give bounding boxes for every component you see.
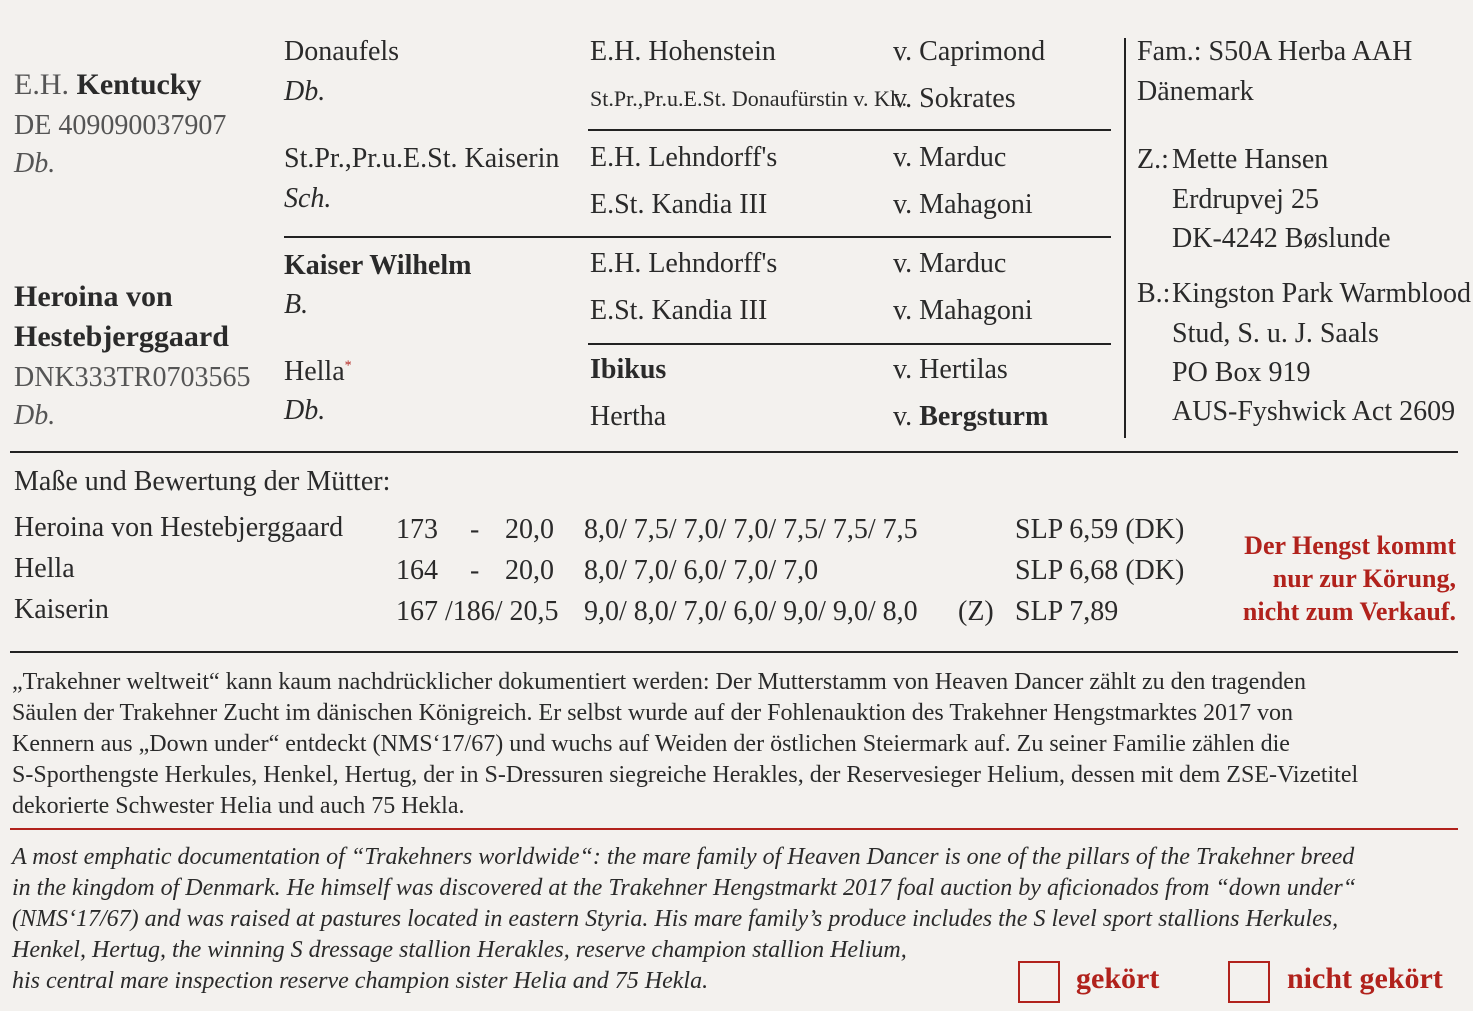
text-line: (NMS‘17/67) and was raised at pastures located in eastern Styria. His mare family’s produce includes the S level sport stallions Herkules,	[12, 906, 1339, 932]
owner-line: Stud, S. u. J. Saals	[1172, 318, 1379, 349]
grandparent-name	[284, 356, 352, 388]
ancestor-name: E.H. Hohenstein	[590, 36, 776, 67]
owner-label: B.:	[1137, 278, 1171, 309]
sales-notice-line: nur zur Körung,	[1272, 564, 1456, 593]
nicht-gekoert-checkbox[interactable]	[1228, 961, 1270, 1003]
breeder-line: Erdrupvej 25	[1172, 184, 1319, 215]
ancestor-sire: v. Mahagoni	[893, 189, 1033, 220]
text-line: „Trakehner weltweit“ kann kaum nachdrücklicher dokumentiert werden: Der Mutterstamm von Heaven Dancer zählt zu den tragenden	[12, 669, 1306, 695]
ancestor-sire	[893, 401, 1048, 433]
measure-sep: -	[470, 555, 480, 586]
family-line: Fam.: S50A Herba AAH	[1137, 36, 1413, 67]
grandparent-name: Kaiser Wilhelm	[284, 250, 472, 281]
text-line: S-Sporthengste Herkules, Henkel, Hertug, der in S-Dressuren siegreiche Herakles, der Reservesieger Helium, dessen mit dem ZSE-Vizetitel	[12, 762, 1359, 788]
text-line: Henkel, Hertug, the winning S dressage stallion Herakles, reserve champion stallion Helium,	[12, 937, 907, 963]
ancestor-sire: v. Hertilas	[893, 354, 1008, 385]
ancestor-sire: v. Mahagoni	[893, 295, 1033, 326]
sales-notice-line: nicht zum Verkauf.	[1242, 597, 1456, 626]
red-mark: *	[344, 358, 352, 374]
owner-line: AUS-Fyshwick Act 2609	[1172, 396, 1456, 427]
stallion-name	[14, 68, 202, 102]
ancestor-sire-prefix: v.	[893, 401, 913, 432]
ancestor-name: Ibikus	[590, 354, 667, 385]
measure-slp: SLP 7,89	[1015, 596, 1119, 627]
grandparent-color: Sch.	[284, 183, 332, 214]
stallion-reg: DE 409090037907	[14, 110, 227, 141]
text-line: his central mare inspection reserve champion sister Helia and 75 Hekla.	[12, 968, 709, 994]
measure-slp: SLP 6,59 (DK)	[1015, 514, 1185, 545]
text-line: dekorierte Schwester Helia und auch 75 Hekla.	[12, 793, 465, 819]
dam-reg: DNK333TR0703565	[14, 362, 251, 393]
section-rule	[10, 651, 1458, 653]
ancestor-name: E.St. Kandia III	[590, 295, 768, 326]
ancestor-name: E.St. Kandia III	[590, 189, 768, 220]
stallion-color: Db.	[14, 148, 56, 179]
ancestor-sire: v. Sokrates	[893, 83, 1016, 114]
country: Dänemark	[1137, 76, 1254, 107]
mare-name: Heroina von Hestebjerggaard	[14, 512, 344, 543]
measure-flag: (Z)	[958, 596, 994, 627]
sales-notice-line: Der Hengst kommt	[1244, 531, 1456, 560]
text-line: A most emphatic documentation of “Trakehners worldwide“: the mare family of Heaven Dancer is one of the pillars of the Trakehner breed	[12, 844, 1355, 870]
grandparent-color: Db.	[284, 395, 326, 426]
measure-scores: 9,0/ 8,0/ 7,0/ 6,0/ 9,0/ 9,0/ 8,0	[584, 596, 918, 627]
red-rule	[10, 828, 1458, 830]
ancestor-name: E.H. Lehndorff's	[590, 248, 778, 279]
text-line: Säulen der Trakehner Zucht im dänischen Königreich. Er selbst wurde auf der Fohlenauktion des Trakehner Hengstmarktes 2017 von	[12, 700, 1294, 726]
ancestor-name: Hertha	[590, 401, 667, 432]
ancestor-sire: v. Marduc	[893, 248, 1007, 279]
grandparent-name-text: Hella	[284, 356, 345, 387]
measure-slp: SLP 6,68 (DK)	[1015, 555, 1185, 586]
dam-color: Db.	[14, 400, 56, 431]
divider-line	[284, 236, 1111, 238]
breeder-line: DK-4242 Bøslunde	[1172, 223, 1391, 254]
description-de	[12, 667, 1458, 822]
dam-name-line2: Hestebjerggaard	[14, 320, 229, 353]
measure-scores: 8,0/ 7,0/ 6,0/ 7,0/ 7,0	[584, 555, 819, 586]
ancestor-sire-name: Bergsturm	[919, 401, 1049, 432]
owner-line: PO Box 919	[1172, 357, 1311, 388]
ancestor-sire: v. Marduc	[893, 142, 1007, 173]
mare-name: Hella	[14, 553, 75, 584]
measure-cannon: 20,0	[505, 514, 554, 545]
text-line: in the kingdom of Denmark. He himself was discovered at the Trakehner Hengstmarkt 2017 foal auction by aficionados from “down under“	[12, 875, 1357, 901]
grandparent-color: Db.	[284, 76, 326, 107]
measure-height: 173	[396, 514, 438, 545]
breeder-line: Mette Hansen	[1172, 144, 1329, 175]
stallion-title-prefix: E.H.	[14, 68, 69, 101]
measure-sep: -	[470, 514, 480, 545]
nicht-gekoert-label: nicht gekört	[1287, 962, 1443, 995]
gekoert-label: gekört	[1076, 962, 1160, 995]
dam-name-line1: Heroina von	[14, 280, 173, 313]
mare-name: Kaiserin	[14, 594, 109, 625]
measure-cannon: 20,0	[505, 555, 554, 586]
section-rule	[10, 451, 1458, 453]
measure-height: 167 /186/ 20,5	[396, 596, 559, 627]
measure-height: 164	[396, 555, 438, 586]
divider-line	[588, 129, 1111, 131]
owner-line: Kingston Park Warmblood	[1172, 278, 1471, 309]
breeder-label: Z.:	[1137, 144, 1169, 175]
ancestor-sire: v. Caprimond	[893, 36, 1046, 67]
vertical-divider	[1124, 38, 1126, 438]
grandparent-name: St.Pr.,Pr.u.E.St. Kaiserin	[284, 143, 560, 174]
stallion-name-text: Kentucky	[76, 68, 202, 101]
grandparent-name: Donaufels	[284, 36, 400, 67]
ancestor-name: E.H. Lehndorff's	[590, 142, 778, 173]
ancestor-name: St.Pr.,Pr.u.E.St. Donaufürstin v. Kl..	[590, 86, 907, 111]
text-line: Kennern aus „Down under“ entdeckt (NMS‘17/67) und wuchs auf Weiden der östlichen Steiermark auf. Zu seiner Familie zählen die	[12, 731, 1290, 757]
divider-line	[588, 343, 1111, 345]
gekoert-checkbox[interactable]	[1018, 961, 1060, 1003]
grandparent-color: B.	[284, 289, 309, 320]
measure-scores: 8,0/ 7,5/ 7,0/ 7,0/ 7,5/ 7,5/ 7,5	[584, 514, 918, 545]
measures-heading: Maße und Bewertung der Mütter:	[14, 466, 391, 497]
